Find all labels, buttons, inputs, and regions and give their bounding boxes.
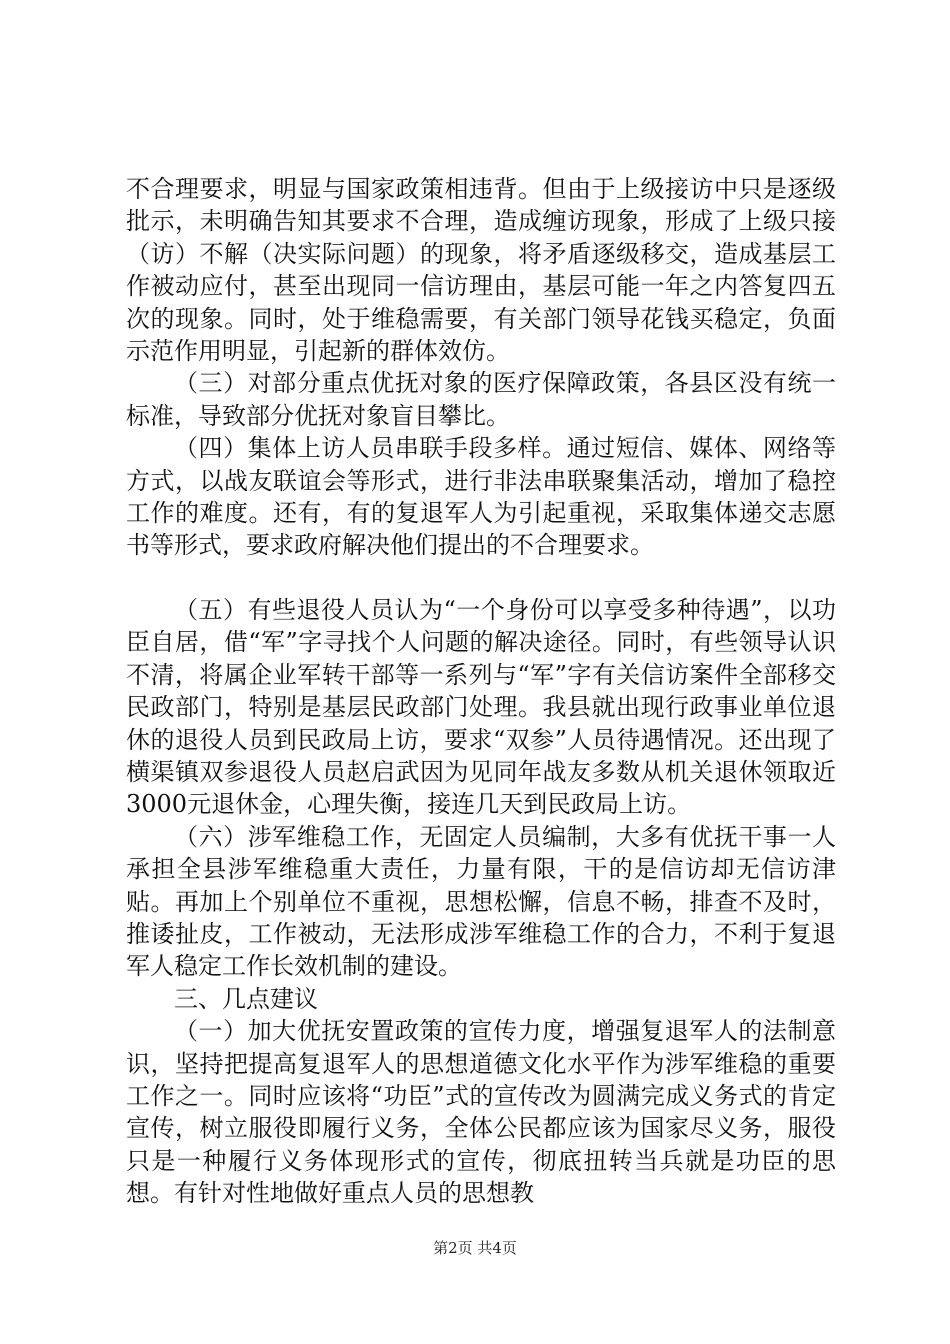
page-number-footer: 第2页 共4页 <box>433 1239 517 1257</box>
paragraph-continuation: 不合理要求，明显与国家政策相违背。但由于上级接访中只是逐级批示，未明确告知其要求不合理，造成缠访现象，形成了上级只接（访）不解（决实际问题）的现象，将矛盾逐级移交，造成基层工作被动应付，甚至出现同一信访理由，基层可能一年之内答复四五次的现象。同时，处于维稳需要，有关部门领导花钱买稳定，负面示范作用明显，引起新的群体效仿。 <box>126 175 836 366</box>
paragraph-item-5: （五）有些退役人员认为“一个身份可以享受多种待遇”，以功臣自居，借“军”字寻找个人问题的解决途径。同时，有些领导认识不清，将属企业军转干部等一系列与“军”字有关信访案件全部移交民政部门，特别是基层民政部门处理。我县就出现行政事业单位退休的退役人员到民政局上访，要求“双参”人员待遇情况。还出现了横渠镇双参退役人员赵启武因为见同年战友多数从机关退休领取近3000元退休金，心理失衡，接连几天到民政局上访。 <box>126 595 836 819</box>
paragraph-suggestion-1: （一）加大优抚安置政策的宣传力度，增强复退军人的法制意识，坚持把提高复退军人的思想道德文化水平作为涉军维稳的重要工作之一。同时应该将“功臣”式的宣传改为圆满完成义务式的肯定宣传，树立服役即履行义务，全体公民都应该为国家尽义务，服役只是一种履行义务体现形式的宣传，彻底扭转当兵就是功臣的思想。有针对性地做好重点人员的思想教 <box>126 1017 836 1208</box>
paragraph-item-3: （三）对部分重点优抚对象的医疗保障政策，各县区没有统一标准，导致部分优抚对象盲目攀比。 <box>126 369 836 430</box>
document-body <box>126 173 836 1210</box>
section-heading-suggestions: 三、几点建议 <box>174 984 318 1013</box>
paragraph-item-6: （六）涉军维稳工作，无固定人员编制，大多有优抚干事一人承担全县涉军维稳重大责任，力量有限，干的是信访却无信访津贴。再加上个别单位不重视，思想松懈，信息不畅，排查不及时，推诿扯皮，工作被动，无法形成涉军维稳工作的合力，不利于复退军人稳定工作长效机制的建设。 <box>126 822 836 981</box>
paragraph-item-4: （四）集体上访人员串联手段多样。通过短信、媒体、网络等方式，以战友联谊会等形式，进行非法串联聚集活动，增加了稳控工作的难度。还有，有的复退军人为引起重视，采取集体递交志愿书等形式，要求政府解决他们提出的不合理要求。 <box>126 434 836 560</box>
